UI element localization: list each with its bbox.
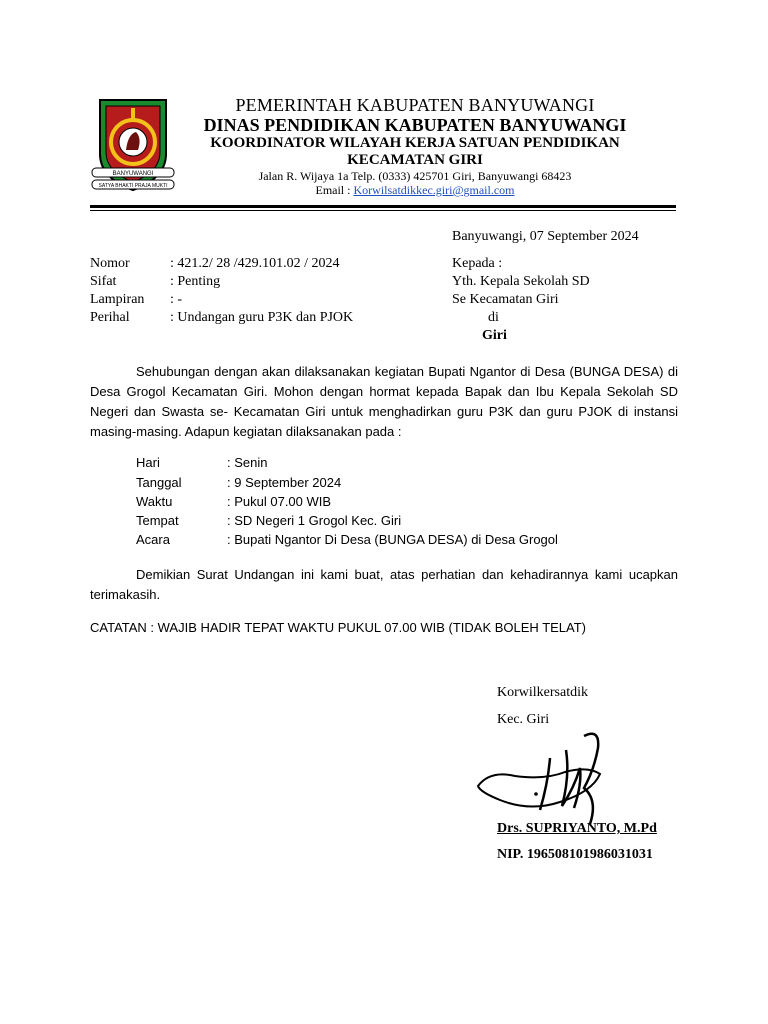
email-label: Email :	[315, 183, 351, 197]
letterhead-government-name: PEMERINTAH KABUPATEN BANYUWANGI	[235, 95, 595, 115]
event-label-tempat: Tempat	[136, 513, 179, 528]
body-note: CATATAN : WAJIB HADIR TEPAT WAKTU PUKUL 07.00 WIB (TIDAK BOLEH TELAT)	[90, 620, 587, 635]
meta-value-nomor: : 421.2/ 28 /429.101.02 / 2024	[170, 256, 340, 271]
recipient-city: Giri	[482, 328, 507, 343]
letterhead-divider-thick	[90, 205, 676, 208]
letterhead-district-line: KECAMATAN GIRI	[347, 152, 483, 168]
letterhead-coordinator-line: KOORDINATOR WILAYAH KERJA SATUAN PENDIDIKAN	[210, 135, 620, 151]
body-paragraph-1: Sehubungan dengan akan dilaksanakan kegiatan Bupati Ngantor di Desa (BUNGA DESA) di Desa Grogol Kecamatan Giri. Mohon dengan hormat kepada Bapak dan Ibu Kepala Sekolah SD Negeri dan Swasta se- Kecamatan Giri untuk menghadirkan guru P3K dan guru PJOK di instansi masing-masing. Adapun kegiatan dilaksanakan pada :	[90, 364, 678, 439]
letter-date: Banyuwangi, 07 September 2024	[452, 229, 639, 244]
signature-office: Kec. Giri	[497, 712, 550, 727]
event-label-waktu: Waktu	[136, 494, 173, 509]
meta-label-nomor: Nomor	[90, 256, 130, 271]
letterhead-email-line	[180, 184, 650, 196]
event-label-hari: Hari	[136, 455, 160, 470]
event-label-tanggal: Tanggal	[136, 475, 182, 490]
letterhead-department-name: DINAS PENDIDIKAN KABUPATEN BANYUWANGI	[203, 115, 627, 135]
meta-value-sifat: : Penting	[170, 274, 221, 289]
meta-label-sifat: Sifat	[90, 274, 117, 289]
handwritten-signature	[470, 728, 620, 828]
event-label-acara: Acara	[136, 532, 170, 547]
logo-ribbon-text: BANYUWANGI	[112, 171, 154, 177]
body-paragraph-closing: Demikian Surat Undangan ini kami buat, atas perhatian dan kehadirannya kami ucapkan terimakasih.	[90, 567, 678, 602]
signatory-name: Drs. SUPRIYANTO, M.Pd	[497, 821, 657, 836]
meta-value-lampiran: : -	[170, 292, 183, 307]
recipient-title: Yth. Kepala Sekolah SD	[452, 274, 590, 289]
event-value-waktu: : Pukul 07.00 WIB	[227, 494, 332, 509]
event-value-tanggal: : 9 September 2024	[227, 475, 342, 490]
event-value-tempat: : SD Negeri 1 Grogol Kec. Giri	[227, 513, 402, 528]
letterhead-divider-thin	[90, 210, 676, 211]
signatory-nip: NIP. 196508101986031031	[497, 847, 653, 862]
event-value-hari: : Senin	[227, 455, 268, 470]
meta-value-perihal: : Undangan guru P3K dan PJOK	[170, 310, 354, 325]
banyuwangi-emblem-logo	[90, 94, 176, 194]
logo-motto-text: SATYA BHAKTI PRAJA MUKTI	[98, 183, 168, 189]
meta-label-lampiran: Lampiran	[90, 292, 145, 307]
email-link[interactable]: Korwilsatdikkec.giri@gmail.com	[353, 183, 515, 197]
meta-label-perihal: Perihal	[90, 310, 130, 325]
signature-title: Korwilkersatdik	[497, 685, 588, 700]
recipient-di: di	[488, 310, 499, 325]
event-value-acara: : Bupati Ngantor Di Desa (BUNGA DESA) di Desa Grogol	[227, 532, 558, 547]
recipient-kepada: Kepada :	[452, 256, 503, 271]
letterhead-address: Jalan R. Wijaya 1a Telp. (0333) 425701 Giri, Banyuwangi 68423	[258, 169, 572, 183]
recipient-area: Se Kecamatan Giri	[452, 292, 559, 307]
